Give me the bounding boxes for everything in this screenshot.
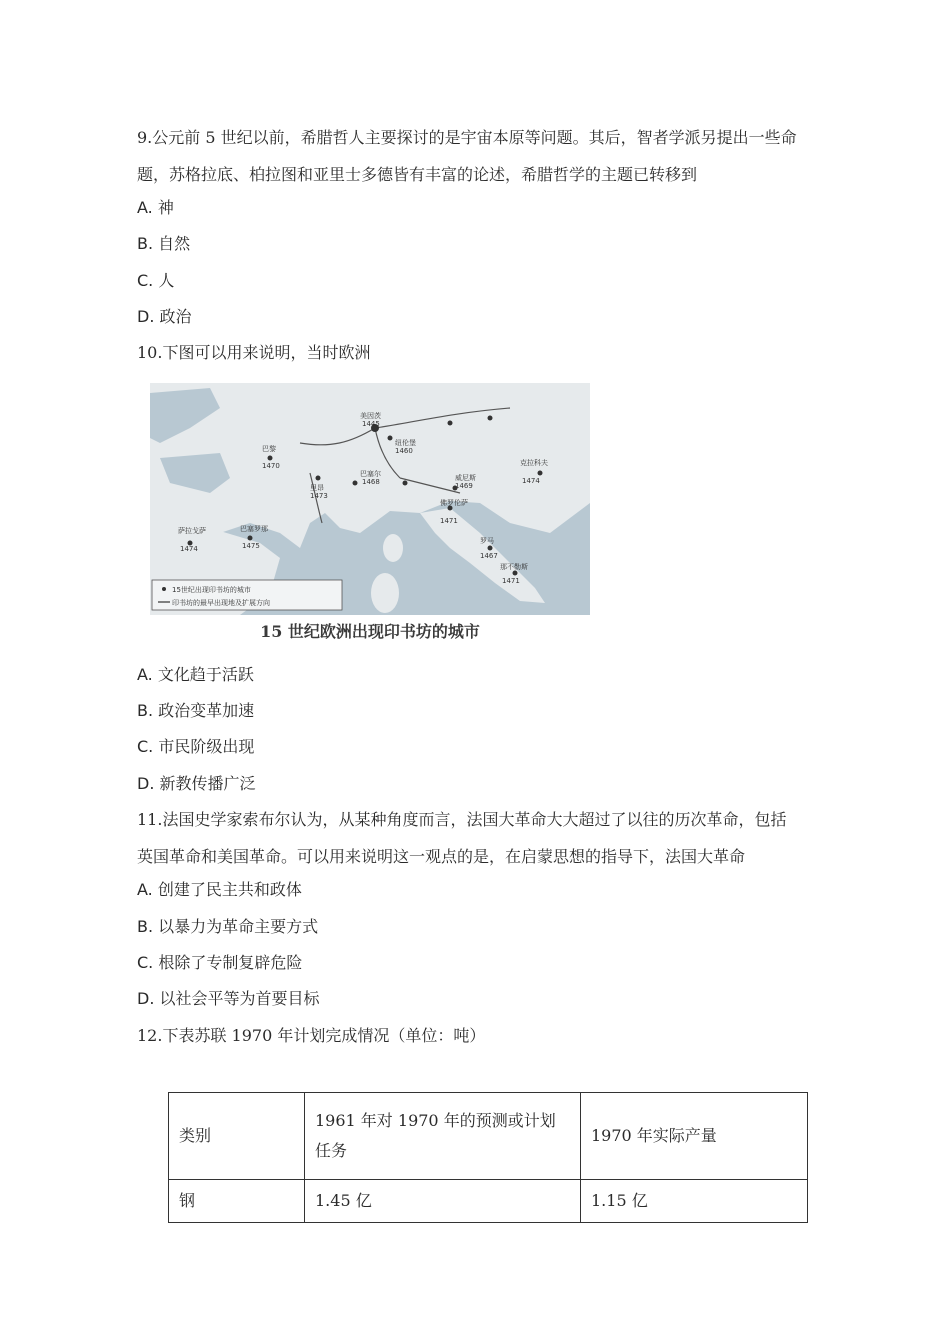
map-city-label: 罗马 xyxy=(480,537,494,545)
map-caption: 15 世纪欧洲出现印书坊的城市 xyxy=(260,622,480,641)
q10-stem: 10.下图可以用来说明，当时欧洲 xyxy=(137,343,371,362)
table-header-cell: 类别 xyxy=(169,1093,305,1180)
option-letter: D. xyxy=(137,989,155,1008)
map-city-label: 威尼斯 xyxy=(455,474,476,482)
map-city-label: 美因茨 xyxy=(360,412,381,420)
legend-dot-icon xyxy=(162,587,166,591)
map-city-label: 1471 xyxy=(502,577,520,585)
map-city-dot xyxy=(353,481,358,486)
map-city-label: 1470 xyxy=(262,462,280,470)
map-sardinia xyxy=(371,573,399,613)
option-letter: A. xyxy=(137,198,153,217)
q9-stem-line2: 题，苏格拉底、柏拉图和亚里士多德皆有丰富的论述，希腊哲学的主题已转移到 xyxy=(137,165,698,184)
map-city-label: 1475 xyxy=(242,542,260,550)
map-city-dot xyxy=(403,481,408,486)
map-corsica xyxy=(383,534,403,562)
map-city-label: 1474 xyxy=(180,545,198,553)
option-letter: C. xyxy=(137,737,154,756)
q10-option-c xyxy=(137,736,254,758)
map-city-label: 克拉科夫 xyxy=(520,459,548,467)
option-letter: D. xyxy=(137,774,155,793)
map-city-dot xyxy=(248,536,253,541)
q12-stem: 12.下表苏联 1970 年计划完成情况（单位：吨） xyxy=(137,1026,486,1045)
q11-stem-line1: 11.法国史学家索布尔认为，从某种角度而言，法国大革命大大超过了以往的历次革命，包括 xyxy=(137,810,787,829)
map-city-label: 1467 xyxy=(480,552,498,560)
table-cell: 1.45 亿 xyxy=(305,1180,581,1223)
q9-option-d xyxy=(137,306,192,328)
table-header-cell: 1961 年对 1970 年的预测或计划任务 xyxy=(305,1093,581,1180)
table-header-cell: 1970 年实际产量 xyxy=(581,1093,808,1180)
map-city-dot xyxy=(488,416,493,421)
map-city-label: 萨拉戈萨 xyxy=(178,527,206,535)
legend-points-label: 15世纪出现印书坊的城市 xyxy=(172,586,251,594)
q10-option-a xyxy=(137,664,254,686)
map-city-dot xyxy=(513,571,518,576)
table-row xyxy=(169,1180,808,1223)
table-cell: 钢 xyxy=(169,1180,305,1223)
map-city-label: 里昂 xyxy=(310,484,324,492)
map-city-dot xyxy=(538,471,543,476)
option-letter: A. xyxy=(137,880,153,899)
option-letter: C. xyxy=(137,953,154,972)
map-city-dot xyxy=(488,546,493,551)
option-text: 新教传播广泛 xyxy=(159,774,256,793)
table-header-row xyxy=(169,1093,808,1180)
map-city-label: 1468 xyxy=(362,478,380,486)
option-text: 神 xyxy=(157,198,174,217)
q11-option-b xyxy=(137,916,318,938)
q9-option-b xyxy=(137,233,190,255)
map-city-label: 巴黎 xyxy=(262,445,276,453)
map-city-label: 1473 xyxy=(310,492,328,500)
map-city-label: 巴塞罗那 xyxy=(240,525,268,533)
q11-option-a xyxy=(137,879,302,901)
map-city-label: 巴塞尔 xyxy=(360,470,381,478)
map-city-label: 那不勒斯 xyxy=(500,563,528,571)
map-city-label: 佛罗伦萨 xyxy=(440,499,468,507)
map-city-dot xyxy=(388,436,393,441)
option-text: 自然 xyxy=(158,234,191,253)
option-text: 人 xyxy=(158,271,175,290)
q9-option-a xyxy=(137,197,174,219)
q11-option-c xyxy=(137,952,302,974)
option-letter: B. xyxy=(137,234,154,253)
option-letter: A. xyxy=(137,665,153,684)
option-text: 文化趋于活跃 xyxy=(157,665,254,684)
option-text: 创建了民主共和政体 xyxy=(157,880,302,899)
q9-stem-line1: 9.公元前 5 世纪以前，希腊哲人主要探讨的是宇宙本原等问题。其后，智者学派另提出一些命 xyxy=(137,128,797,147)
map-city-label: 1469 xyxy=(455,482,473,490)
q9-option-c xyxy=(137,270,174,292)
europe-printing-map xyxy=(150,383,590,615)
option-text: 以社会平等为首要目标 xyxy=(159,989,320,1008)
production-table xyxy=(168,1092,808,1223)
option-text: 根除了专制复辟危险 xyxy=(158,953,303,972)
map-city-label: 1474 xyxy=(522,477,540,485)
q11-option-d xyxy=(137,988,320,1010)
q11-stem-line2: 英国革命和美国革命。可以用来说明这一观点的是，在启蒙思想的指导下，法国大革命 xyxy=(137,847,746,866)
option-text: 政治变革加速 xyxy=(158,701,255,720)
option-letter: C. xyxy=(137,271,154,290)
map-city-label: 纽伦堡 xyxy=(395,439,416,447)
option-letter: B. xyxy=(137,701,154,720)
map-city-label: 1471 xyxy=(440,517,458,525)
map-city-dot xyxy=(316,476,321,481)
map-city-dot xyxy=(448,421,453,426)
option-text: 政治 xyxy=(159,307,192,326)
q10-option-d xyxy=(137,773,256,795)
option-letter: B. xyxy=(137,917,154,936)
table-cell: 1.15 亿 xyxy=(581,1180,808,1223)
option-text: 市民阶级出现 xyxy=(158,737,255,756)
map-city-label: 1460 xyxy=(395,447,413,455)
legend-arrows-label: 印书坊的最早出现地及扩展方向 xyxy=(172,599,270,607)
q10-option-b xyxy=(137,700,254,722)
option-letter: D. xyxy=(137,307,155,326)
map-city-label: 1445 xyxy=(362,420,380,428)
option-text: 以暴力为革命主要方式 xyxy=(158,917,319,936)
map-city-dot xyxy=(268,456,273,461)
